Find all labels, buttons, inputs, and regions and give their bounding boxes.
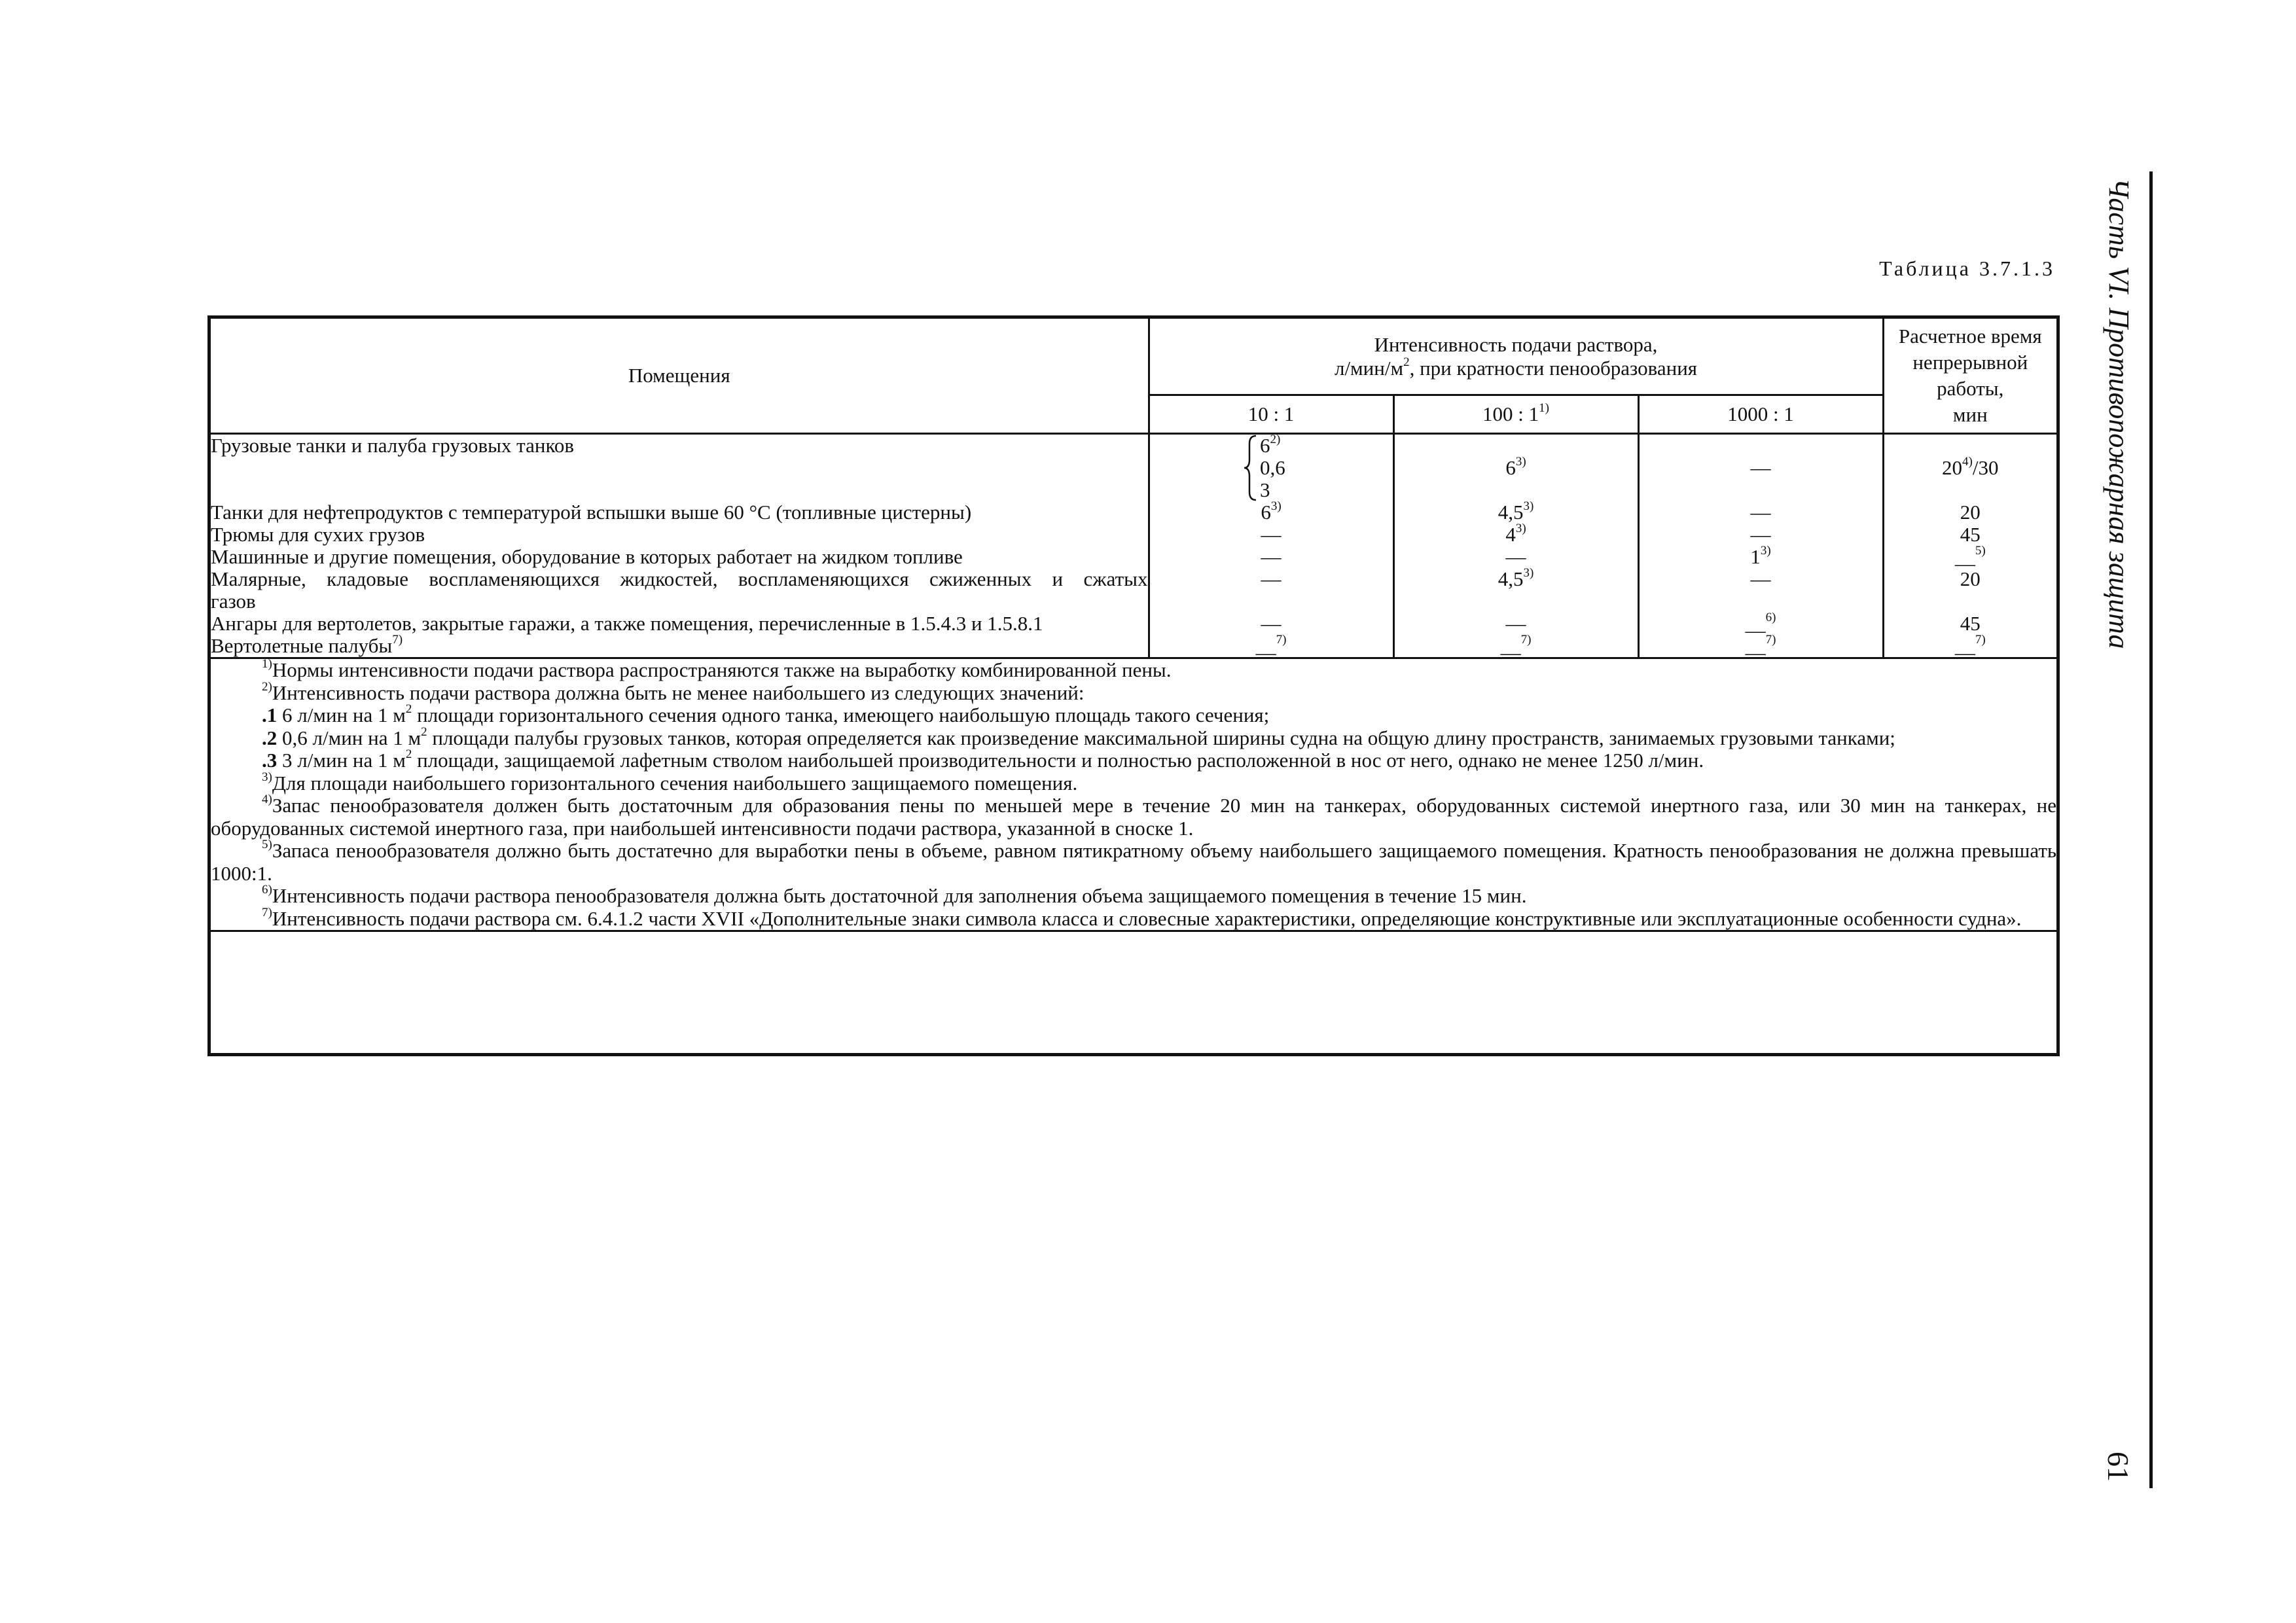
running-head-title: Часть VI. Противопожарная защита [2103, 178, 2135, 649]
footnote-3: $^{3)}$Для площади наибольшего горизонтального сечения наибольшего защищаемого помещения. [262, 770, 1078, 794]
header-rooms: Помещения [211, 319, 1149, 434]
footnote-7: $^{7)}$Интенсивность подачи раствора см. 6.4.1.2 части XVII «Дополнительные знаки символа класса и словесные характеристики, определяющие конструктивные или эксплуатационные особенности судна». [262, 905, 2022, 930]
room-helidecks: Вертолетные палубы$^{7)}$ [211, 633, 403, 657]
header-ratio-1000: 1000 : 1 [1638, 395, 1883, 434]
page-number: 61 [2102, 1452, 2135, 1482]
footnote-4: $^{4)}$Запас пенообразователя должен быть достаточным для образования пены по меньшей мере в течение 20 мин на танкерах, оборудованных системой инертного газа, или 30 мин на танкерах, не оборудованных системой инертного газа, при наибольшей интенсивности подачи раствора, указанной в сноске 1. [211, 793, 2057, 840]
header-intensity-line2: $л/мин/м^2$, при кратности пенообразования [1334, 355, 1698, 380]
header-time: Расчетное время непрерывной работы, мин [1883, 319, 2056, 434]
time-column: 20$^{4)}$/30 20 45 __$^{5)}$ 20 45 __$^{7)}$ [1883, 434, 2056, 658]
room-cargo-tanks: Грузовые танки и палуба грузовых танков [211, 434, 575, 457]
footnotes-row [211, 658, 2056, 931]
footnote-2-item-3: .3 3 л/мин на 1 $м^2$ площади, защищаемой лафетным стволом наибольшей производительности и полностью расположенной в нос от него, однако не менее 1250 л/мин. [262, 747, 1704, 772]
footnote-2-item-1: .1 6 л/мин на 1 $м^2$ площади горизонтального сечения одного танка, имеющего наибольшую площадь такого сечения; [262, 702, 1270, 726]
cargo-tanks-10-values: 6$^{2)}$ 0,6 3 [1150, 435, 1393, 501]
room-paint-stores-cont: газов [211, 590, 256, 613]
footnote-1: $^{1)}$Нормы интенсивности подачи раствора распространяются также на выработку комбинированной пены. [262, 657, 1172, 681]
header-row [211, 319, 2056, 395]
room-fuel-tanks: Танки для нефтепродуктов с температурой вспышки выше 60 °С (топливные цистерны) [211, 501, 972, 524]
table-body-row [211, 434, 2056, 658]
header-intensity-line1: Интенсивность подачи раствора, [1374, 332, 1658, 356]
footnote-5: $^{5)}$Запаса пенообразователя должно быть достатечно для выработки пены в объеме, равном пятикратному объему наибольшего защищаемого помещения. Кратность пенообразования не должна превышать 1000:1. [211, 838, 2057, 885]
room-dry-holds: Трюмы для сухих грузов [211, 523, 425, 546]
foam-intensity-table [211, 319, 2056, 932]
room-machinery: Машинные и другие помещения, оборудование в которых работает на жидком топливе [211, 545, 963, 568]
table-caption: Таблица 3.7.1.3 [1879, 257, 2055, 280]
curly-brace-icon [1243, 435, 1259, 501]
footnote-2-item-2: .2 0,6 л/мин на 1 $м^2$ площади палубы грузовых танков, которая определяется как произведение максимальной ширины судна на общую длину пространств, занимаемых грузовыми танками; [262, 724, 1895, 749]
ratio-10-column: 6$^{2)}$ 0,6 3 6$^{3)}$ — — — — __$^{7)}$ [1149, 434, 1393, 658]
header-intensity [1149, 319, 1883, 395]
header-ratio-100: 100 : 1$^{1)}$ [1393, 395, 1638, 434]
room-paint-stores: Малярные, кладовые воспламеняющихся жидкостей, воспламеняющихся сжиженных и сжатых [211, 567, 1148, 590]
rooms-column [211, 434, 1149, 658]
table-frame [207, 315, 2060, 1056]
ratio-100-column: 6$^{3)}$ 4,5$^{3)}$ 4$^{3)}$ — 4,5$^{3)}$ — __$^{7)}$ [1393, 434, 1638, 658]
ratio-1000-column: — — — 1$^{3)}$ — __$^{6)}$ __$^{7)}$ [1638, 434, 1883, 658]
header-ratio-10: 10 : 1 [1149, 395, 1393, 434]
footnote-6: $^{6)}$Интенсивность подачи раствора пенообразователя должна быть достаточной для заполнения объема защищаемого помещения в течение 15 мин. [262, 883, 1527, 907]
footnotes [211, 658, 2056, 931]
footnote-2: $^{2)}$Интенсивность подачи раствора должна быть не менее наибольшего из следующих значений: [262, 679, 1085, 704]
room-hangars: Ангары для вертолетов, закрытые гаражи, а также помещения, перечисленные в 1.5.4.3 и 1.5.8.1 [211, 612, 1043, 635]
